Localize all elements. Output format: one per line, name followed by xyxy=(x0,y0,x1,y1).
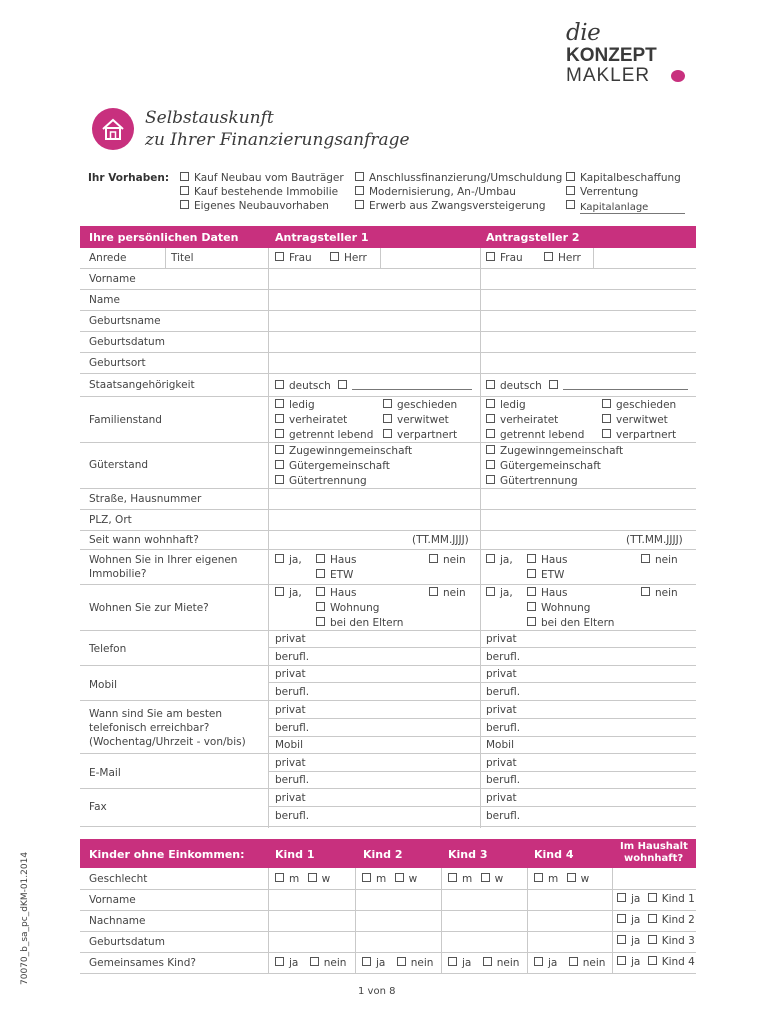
page-title: Selbstauskunft xyxy=(145,108,274,128)
grid-line xyxy=(80,753,696,754)
name-label: Name xyxy=(89,294,120,306)
email-label: E-Mail xyxy=(89,767,121,779)
haushalt-kind3[interactable]: ja Kind 3 xyxy=(617,935,695,947)
ledig-checkbox-2[interactable]: ledig xyxy=(486,399,526,411)
kind2-geschlecht[interactable]: m w xyxy=(362,873,417,885)
vorhaben-label: Ihr Vorhaben: xyxy=(88,172,170,184)
geschieden-checkbox-1[interactable]: geschieden xyxy=(383,399,457,411)
checkbox-icon xyxy=(486,252,495,261)
checkbox-icon xyxy=(383,414,392,423)
erreichbar-mobil-1: Mobil xyxy=(275,739,303,751)
checkbox-icon xyxy=(534,873,543,882)
checkbox-icon xyxy=(275,252,284,261)
haushalt-header-1: Im Haushalt xyxy=(620,841,688,852)
vorname-label: Vorname xyxy=(89,273,136,285)
mobil-privat-2: privat xyxy=(486,668,517,680)
checkbox-icon xyxy=(316,554,325,563)
checkbox-icon xyxy=(275,554,284,563)
gemeinsam-label: Gemeinsames Kind? xyxy=(89,957,196,969)
checkbox-icon xyxy=(448,957,457,966)
checkbox-icon xyxy=(338,380,347,389)
grid-line xyxy=(80,488,696,489)
grid-line xyxy=(80,700,696,701)
checkbox-icon xyxy=(180,200,189,209)
haushalt-kind4[interactable]: ja Kind 4 xyxy=(617,956,695,968)
miete-eltern-2[interactable]: bei den Eltern xyxy=(527,617,614,629)
grid-line xyxy=(268,736,696,737)
checkbox-icon xyxy=(483,957,492,966)
getrennt-checkbox-2[interactable]: getrennt lebend xyxy=(486,429,584,441)
herr-checkbox-2[interactable]: Herr xyxy=(544,252,581,264)
eigene-ja-2[interactable]: ja, xyxy=(486,554,513,566)
guetergemeinschaft-checkbox-2[interactable]: Gütergemeinschaft xyxy=(486,460,601,472)
checkbox-icon xyxy=(567,873,576,882)
checkbox-icon xyxy=(486,475,495,484)
geburtsort-label: Geburtsort xyxy=(89,357,146,369)
herr-checkbox-1[interactable]: Herr xyxy=(330,252,367,264)
checkbox-icon xyxy=(527,554,536,563)
checkbox-icon xyxy=(648,935,657,944)
checkbox-icon xyxy=(617,935,626,944)
fax-privat-1: privat xyxy=(275,792,306,804)
checkbox-icon xyxy=(362,957,371,966)
miete-wohnung-1[interactable]: Wohnung xyxy=(316,602,379,614)
logo-makler: MAKLER xyxy=(566,65,651,86)
eigene-haus-1[interactable]: Haus xyxy=(316,554,356,566)
geburtsdatum-label: Geburtsdatum xyxy=(89,336,165,348)
checkbox-icon xyxy=(648,956,657,965)
grid-line xyxy=(80,352,696,353)
vorhaben-option[interactable]: Kauf bestehende Immobilie xyxy=(180,186,338,198)
miete-eltern-1[interactable]: bei den Eltern xyxy=(316,617,403,629)
staatsangehoerigkeit-label: Staatsangehörigkeit xyxy=(89,379,195,391)
eigene-etw-1[interactable]: ETW xyxy=(316,569,353,581)
grid-line xyxy=(80,665,696,666)
checkbox-icon xyxy=(362,873,371,882)
mobil-berufl-2: berufl. xyxy=(486,686,521,698)
checkbox-icon xyxy=(355,186,364,195)
checkbox-icon xyxy=(617,893,626,902)
checkbox-icon xyxy=(429,554,438,563)
checkbox-icon xyxy=(383,429,392,438)
checkbox-icon xyxy=(527,617,536,626)
erreichbar-label-3: (Wochentag/Uhrzeit - von/bis) xyxy=(89,736,246,748)
geschieden-checkbox-2[interactable]: geschieden xyxy=(602,399,676,411)
mobil-privat-1: privat xyxy=(275,668,306,680)
telefon-berufl-1: berufl. xyxy=(275,651,310,663)
logo-konzept: KONZEPT xyxy=(566,45,657,66)
vorhaben-option-kapitalanlage[interactable]: Kapitalanlage xyxy=(566,200,685,214)
email-privat-2: privat xyxy=(486,757,517,769)
grid-line xyxy=(80,630,696,631)
email-privat-1: privat xyxy=(275,757,306,769)
vorhaben-option[interactable]: Modernisierung, An-/Umbau xyxy=(355,186,516,198)
getrennt-checkbox-1[interactable]: getrennt lebend xyxy=(275,429,373,441)
seitwann-label: Seit wann wohnhaft? xyxy=(89,534,199,546)
verheiratet-checkbox-2[interactable]: verheiratet xyxy=(486,414,558,426)
grid-line xyxy=(268,718,696,719)
miete-nein-1[interactable]: nein xyxy=(429,587,466,599)
grid-line xyxy=(80,396,696,397)
plz-label: PLZ, Ort xyxy=(89,514,132,526)
guetertrennung-checkbox-2[interactable]: Gütertrennung xyxy=(486,475,578,487)
grid-line xyxy=(380,248,381,268)
checkbox-icon xyxy=(383,399,392,408)
eigene-immobilie-label-2: Immobilie? xyxy=(89,568,147,580)
miete-ja-1[interactable]: ja, xyxy=(275,587,302,599)
grid-line xyxy=(612,868,613,974)
checkbox-icon xyxy=(486,460,495,469)
fax-berufl-1: berufl. xyxy=(275,810,310,822)
grid-line xyxy=(80,889,696,890)
erreichbar-label-2: telefonisch erreichbar? xyxy=(89,722,210,734)
checkbox-icon xyxy=(180,186,189,195)
familienstand-label: Familienstand xyxy=(89,414,162,426)
checkbox-icon xyxy=(602,414,611,423)
checkbox-icon xyxy=(534,957,543,966)
checkbox-icon xyxy=(275,587,284,596)
grid-line xyxy=(268,806,696,807)
titel-label: Titel xyxy=(171,252,194,264)
anrede-label: Anrede xyxy=(89,252,127,264)
haushalt-kind1[interactable]: ja Kind 1 xyxy=(617,893,695,905)
checkbox-icon xyxy=(486,414,495,423)
checkbox-icon xyxy=(566,200,575,209)
grid-line xyxy=(441,868,442,974)
grid-line xyxy=(80,509,696,510)
checkbox-icon xyxy=(355,172,364,181)
checkbox-icon xyxy=(486,429,495,438)
miete-wohnung-2[interactable]: Wohnung xyxy=(527,602,590,614)
checkbox-icon xyxy=(641,587,650,596)
grid-line xyxy=(80,331,696,332)
verpartnert-checkbox-1[interactable]: verpartnert xyxy=(383,429,457,441)
vorhaben-option[interactable]: Kapitalbeschaffung xyxy=(566,172,681,184)
grid-line xyxy=(355,868,356,974)
erreichbar-privat-2: privat xyxy=(486,704,517,716)
kind-geburtsdatum-label: Geburtsdatum xyxy=(89,936,165,948)
checkbox-icon xyxy=(275,873,284,882)
geburtsname-label: Geburtsname xyxy=(89,315,161,327)
grid-line xyxy=(80,826,696,827)
checkbox-icon xyxy=(275,399,284,408)
miete-haus-2[interactable]: Haus xyxy=(527,587,567,599)
page-number: 1 von 8 xyxy=(358,986,396,997)
zugewinn-checkbox-1[interactable]: Zugewinngemeinschaft xyxy=(275,445,412,457)
grid-line xyxy=(480,248,481,828)
eigene-immobilie-label-1: Wohnen Sie in Ihrer eigenen xyxy=(89,554,238,566)
email-berufl-2: berufl. xyxy=(486,774,521,786)
kind4-gemeinsam[interactable]: ja nein xyxy=(534,957,605,969)
grid-line xyxy=(527,868,528,974)
gueterstand-label: Güterstand xyxy=(89,459,149,471)
erreichbar-label-1: Wann sind Sie am besten xyxy=(89,708,223,720)
checkbox-icon xyxy=(527,587,536,596)
strasse-label: Straße, Hausnummer xyxy=(89,493,202,505)
grid-line xyxy=(80,584,696,585)
verpartnert-checkbox-2[interactable]: verpartnert xyxy=(602,429,676,441)
kind4-header: Kind 4 xyxy=(534,848,574,861)
checkbox-icon xyxy=(648,893,657,902)
eigene-etw-2[interactable]: ETW xyxy=(527,569,564,581)
grid-line xyxy=(268,682,696,683)
checkbox-icon xyxy=(569,957,578,966)
checkbox-icon xyxy=(486,554,495,563)
grid-line xyxy=(80,973,696,974)
telefon-privat-1: privat xyxy=(275,633,306,645)
checkbox-icon xyxy=(275,475,284,484)
deutsch-checkbox-1[interactable]: deutsch xyxy=(275,379,472,392)
deutsch-checkbox-2[interactable]: deutsch xyxy=(486,379,688,392)
telefon-label: Telefon xyxy=(89,643,127,655)
grid-line xyxy=(268,248,269,828)
page-subtitle: zu Ihrer Finanzierungsanfrage xyxy=(145,130,410,150)
checkbox-icon xyxy=(527,569,536,578)
grid-line xyxy=(80,442,696,443)
vorhaben-option[interactable]: Erwerb aus Zwangsversteigerung xyxy=(355,200,546,212)
haushalt-header-2: wohnhaft? xyxy=(624,853,684,864)
checkbox-icon xyxy=(275,460,284,469)
checkbox-icon xyxy=(275,380,284,389)
document-code: 70070_b_sa_pc_dKM-01.2014 xyxy=(20,851,30,985)
checkbox-icon xyxy=(316,587,325,596)
checkbox-icon xyxy=(544,252,553,261)
checkbox-icon xyxy=(641,554,650,563)
kind4-geschlecht[interactable]: m w xyxy=(534,873,589,885)
frau-checkbox-1[interactable]: Frau xyxy=(275,252,312,264)
vorhaben-option[interactable]: Anschlussfinanzierung/Umschuldung xyxy=(355,172,562,184)
eigene-nein-2[interactable]: nein xyxy=(641,554,678,566)
checkbox-icon xyxy=(602,429,611,438)
miete-haus-1[interactable]: Haus xyxy=(316,587,356,599)
checkbox-icon xyxy=(275,445,284,454)
checkbox-icon xyxy=(180,172,189,181)
fax-label: Fax xyxy=(89,801,107,813)
checkbox-icon xyxy=(486,445,495,454)
erreichbar-berufl-1: berufl. xyxy=(275,722,310,734)
eigene-ja-1[interactable]: ja, xyxy=(275,554,302,566)
guetertrennung-checkbox-1[interactable]: Gütertrennung xyxy=(275,475,367,487)
grid-line xyxy=(268,771,696,772)
checkbox-icon xyxy=(316,602,325,611)
checkbox-icon xyxy=(316,569,325,578)
kind-nachname-label: Nachname xyxy=(89,915,146,927)
miete-ja-2[interactable]: ja, xyxy=(486,587,513,599)
grid-line xyxy=(80,931,696,932)
grid-line xyxy=(80,788,696,789)
checkbox-icon xyxy=(429,587,438,596)
verwitwet-checkbox-2[interactable]: verwitwet xyxy=(602,414,668,426)
eigene-nein-1[interactable]: nein xyxy=(429,554,466,566)
logo-die: die xyxy=(566,20,601,46)
checkbox-icon xyxy=(395,873,404,882)
geschlecht-label: Geschlecht xyxy=(89,873,148,885)
grid-line xyxy=(268,868,269,974)
miete-nein-2[interactable]: nein xyxy=(641,587,678,599)
house-icon xyxy=(92,108,134,150)
mobil-berufl-1: berufl. xyxy=(275,686,310,698)
grid-line xyxy=(80,373,696,374)
fax-privat-2: privat xyxy=(486,792,517,804)
guetergemeinschaft-checkbox-1[interactable]: Gütergemeinschaft xyxy=(275,460,390,472)
kind1-gemeinsam[interactable]: ja nein xyxy=(275,957,346,969)
checkbox-icon xyxy=(486,380,495,389)
checkbox-icon xyxy=(397,957,406,966)
grid-line xyxy=(165,248,166,268)
erreichbar-privat-1: privat xyxy=(275,704,306,716)
fax-berufl-2: berufl. xyxy=(486,810,521,822)
checkbox-icon xyxy=(566,172,575,181)
email-berufl-1: berufl. xyxy=(275,774,310,786)
grid-line xyxy=(80,310,696,311)
vorhaben-option[interactable]: Verrentung xyxy=(566,186,638,198)
checkbox-icon xyxy=(549,380,558,389)
vorhaben-option[interactable]: Eigenes Neubauvorhaben xyxy=(180,200,329,212)
grid-line xyxy=(80,530,696,531)
checkbox-icon xyxy=(566,186,575,195)
grid-line xyxy=(80,549,696,550)
eigene-haus-2[interactable]: Haus xyxy=(527,554,567,566)
miete-label: Wohnen Sie zur Miete? xyxy=(89,602,209,614)
verwitwet-checkbox-1[interactable]: verwitwet xyxy=(383,414,449,426)
checkbox-icon xyxy=(486,587,495,596)
vorhaben-option[interactable]: Kauf Neubau vom Bauträger xyxy=(180,172,344,184)
verheiratet-checkbox-1[interactable]: verheiratet xyxy=(275,414,347,426)
mobil-label: Mobil xyxy=(89,679,117,691)
checkbox-icon xyxy=(617,956,626,965)
checkbox-icon xyxy=(481,873,490,882)
haushalt-kind2[interactable]: ja Kind 2 xyxy=(617,914,695,926)
checkbox-icon xyxy=(617,914,626,923)
kind1-header: Kind 1 xyxy=(275,848,315,861)
logo-mark-icon xyxy=(671,70,685,82)
checkbox-icon xyxy=(486,399,495,408)
checkbox-icon xyxy=(648,914,657,923)
telefon-berufl-2: berufl. xyxy=(486,651,521,663)
checkbox-icon xyxy=(355,200,364,209)
applicant2-header: Antragsteller 2 xyxy=(486,231,580,244)
checkbox-icon xyxy=(448,873,457,882)
erreichbar-mobil-2: Mobil xyxy=(486,739,514,751)
checkbox-icon xyxy=(316,617,325,626)
kind-vorname-label: Vorname xyxy=(89,894,136,906)
telefon-privat-2: privat xyxy=(486,633,517,645)
checkbox-icon xyxy=(275,414,284,423)
checkbox-icon xyxy=(275,429,284,438)
date-format-1: (TT.MM.JJJJ) xyxy=(412,534,469,546)
kind3-header: Kind 3 xyxy=(448,848,488,861)
grid-line xyxy=(80,910,696,911)
kind2-header: Kind 2 xyxy=(363,848,403,861)
frau-checkbox-2[interactable]: Frau xyxy=(486,252,523,264)
grid-line xyxy=(593,248,594,268)
grid-line xyxy=(80,952,696,953)
kind2-gemeinsam[interactable]: ja nein xyxy=(362,957,433,969)
checkbox-icon xyxy=(308,873,317,882)
kinder-header: Kinder ohne Einkommen: xyxy=(89,848,245,861)
date-format-2: (TT.MM.JJJJ) xyxy=(626,534,683,546)
checkbox-icon xyxy=(275,957,284,966)
ledig-checkbox-1[interactable]: ledig xyxy=(275,399,315,411)
kind1-geschlecht[interactable]: m w xyxy=(275,873,330,885)
zugewinn-checkbox-2[interactable]: Zugewinngemeinschaft xyxy=(486,445,623,457)
grid-line xyxy=(80,289,696,290)
checkbox-icon xyxy=(527,602,536,611)
grid-line xyxy=(268,647,696,648)
erreichbar-berufl-2: berufl. xyxy=(486,722,521,734)
kind3-gemeinsam[interactable]: ja nein xyxy=(448,957,519,969)
checkbox-icon xyxy=(602,399,611,408)
checkbox-icon xyxy=(310,957,319,966)
checkbox-icon xyxy=(330,252,339,261)
grid-line xyxy=(80,268,696,269)
personal-header: Ihre persönlichen Daten xyxy=(89,231,239,244)
kind3-geschlecht[interactable]: m w xyxy=(448,873,503,885)
applicant1-header: Antragsteller 1 xyxy=(275,231,369,244)
